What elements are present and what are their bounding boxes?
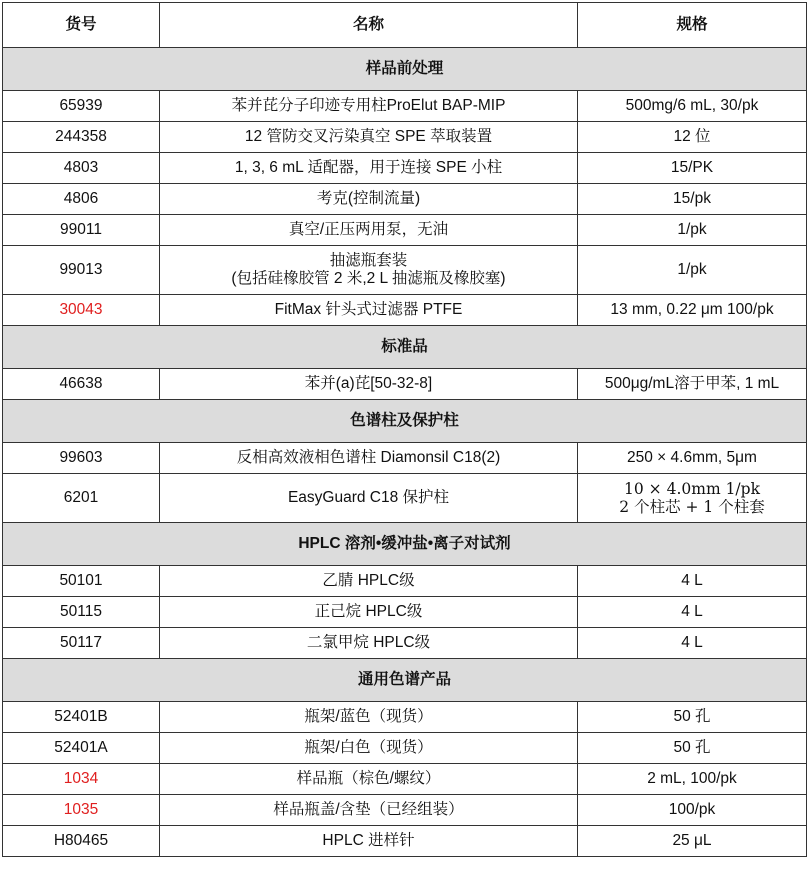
item-name: 1, 3, 6 mL 适配器，用于连接 SPE 小柱 [160,153,578,184]
section-header [3,400,807,443]
table-row [3,795,807,826]
item-spec: 4 L [578,628,807,659]
item-name-line1: 抽滤瓶套装 [329,252,408,269]
table-row [3,369,807,400]
item-name: 苯并(a)芘[50-32-8] [160,369,578,400]
item-name: 苯并芘分子印迹专用柱ProElut BAP-MIP [160,91,578,122]
table-row [3,91,807,122]
item-spec: 50 孔 [578,733,807,764]
item-code: 99013 [3,246,160,295]
item-name: 瓶架/蓝色（现货） [160,702,578,733]
item-code: 4803 [3,153,160,184]
table-row [3,246,807,295]
item-spec [578,474,807,523]
item-spec: 12 位 [578,122,807,153]
item-spec: 4 L [578,566,807,597]
table-row [3,215,807,246]
item-spec: 2 mL, 100/pk [578,764,807,795]
item-code: 50117 [3,628,160,659]
item-name: 样品瓶（棕色/螺纹） [160,764,578,795]
table-row [3,597,807,628]
item-code: 1034 [3,764,160,795]
item-spec: 15/pk [578,184,807,215]
item-spec: 250 × 4.6mm, 5μm [578,443,807,474]
table-row [3,295,807,326]
table-row [3,184,807,215]
table-row [3,733,807,764]
item-name: 二氯甲烷 HPLC级 [160,628,578,659]
item-name: 12 管防交叉污染真空 SPE 萃取装置 [160,122,578,153]
item-spec: 1/pk [578,215,807,246]
table-row [3,474,807,523]
section-header [3,523,807,566]
item-name: 考克(控制流量) [160,184,578,215]
header-spec: 规格 [578,3,807,48]
item-code: 6201 [3,474,160,523]
item-spec: 500μg/mL溶于甲苯, 1 mL [578,369,807,400]
item-code: 99603 [3,443,160,474]
item-code: 50101 [3,566,160,597]
item-spec: 13 mm, 0.22 μm 100/pk [578,295,807,326]
item-name: 反相高效液相色谱柱 Diamonsil C18(2) [160,443,578,474]
item-name: EasyGuard C18 保护柱 [160,474,578,523]
header-code: 货号 [3,3,160,48]
item-name: 瓶架/白色（现货） [160,733,578,764]
table-row [3,628,807,659]
section-header [3,326,807,369]
table-row [3,443,807,474]
item-spec-line2: 2 个柱芯 + 1 个柱套 [619,498,765,516]
item-code: 65939 [3,91,160,122]
item-name: FitMax 针头式过滤器 PTFE [160,295,578,326]
item-spec: 25 μL [578,826,807,857]
table-row [3,764,807,795]
table-row [3,702,807,733]
section-title: 通用色谱产品 [3,659,807,702]
item-name: HPLC 进样针 [160,826,578,857]
item-spec-line1: 10 × 4.0mm 1/pk [624,480,760,498]
item-code: 46638 [3,369,160,400]
table-row [3,153,807,184]
item-name: 真空/正压两用泵，无油 [160,215,578,246]
item-name: 样品瓶盖/含垫（已经组装） [160,795,578,826]
section-header [3,659,807,702]
item-name [160,246,578,295]
item-code: 50115 [3,597,160,628]
table-row [3,566,807,597]
item-spec: 100/pk [578,795,807,826]
header-row [3,3,807,48]
header-name: 名称 [160,3,578,48]
product-table [2,2,807,857]
table-row [3,122,807,153]
item-code: 244358 [3,122,160,153]
item-code: 52401B [3,702,160,733]
item-name: 正己烷 HPLC级 [160,597,578,628]
item-spec: 500mg/6 mL, 30/pk [578,91,807,122]
item-code: 30043 [3,295,160,326]
item-code: 4806 [3,184,160,215]
item-code: 99011 [3,215,160,246]
item-code: 1035 [3,795,160,826]
section-title: 样品前处理 [3,48,807,91]
item-code: 52401A [3,733,160,764]
item-spec: 4 L [578,597,807,628]
section-header [3,48,807,91]
item-code: H80465 [3,826,160,857]
item-spec: 15/PK [578,153,807,184]
section-title: HPLC 溶剂•缓冲盐•离子对试剂 [3,523,807,566]
section-title: 标准品 [3,326,807,369]
item-spec: 1/pk [578,246,807,295]
item-name-line2: (包括硅橡胶管 2 米,2 L 抽滤瓶及橡胶塞) [231,270,506,287]
table-row [3,826,807,857]
item-name: 乙腈 HPLC级 [160,566,578,597]
item-spec: 50 孔 [578,702,807,733]
section-title: 色谱柱及保护柱 [3,400,807,443]
